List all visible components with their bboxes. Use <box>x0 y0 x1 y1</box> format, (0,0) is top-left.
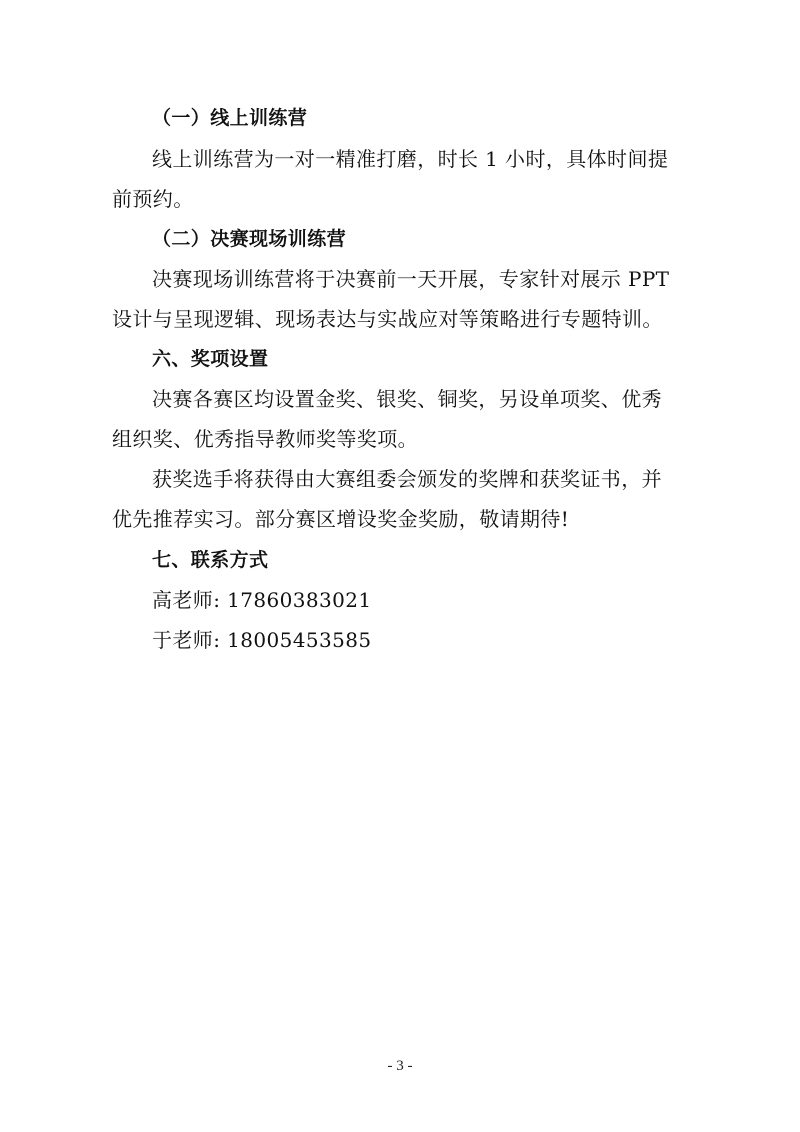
paragraph-line: 设计与呈现逻辑、现场表达与实战应对等策略进行专题特训。 <box>112 307 663 331</box>
paragraph-line: 决赛现场训练营将于决赛前一天开展，专家针对展示 PPT <box>152 267 670 291</box>
paragraph-line: 获奖选手将获得由大赛组委会颁发的奖牌和获奖证书，并 <box>152 467 662 491</box>
section-heading-finals-camp: （二）决赛现场训练营 <box>152 228 347 250</box>
paragraph-line: 决赛各赛区均设置金奖、银奖、铜奖，另设单项奖、优秀 <box>152 387 662 411</box>
paragraph-line: 优先推荐实习。部分赛区增设奖金奖励，敬请期待! <box>112 507 570 531</box>
section-heading-awards: 六、奖项设置 <box>152 348 269 370</box>
section-heading-contact: 七、联系方式 <box>152 549 269 571</box>
paragraph-line: 组织奖、优秀指导教师奖等奖项。 <box>112 427 418 451</box>
contact-line: 于老师: 18005453585 <box>152 628 372 652</box>
paragraph-line: 前预约。 <box>112 187 194 211</box>
section-heading-online-camp: （一）线上训练营 <box>152 107 308 129</box>
paragraph-line: 线上训练营为一对一精准打磨，时长 1 小时，具体时间提 <box>152 147 669 171</box>
page-number: - 3 - <box>387 1058 413 1074</box>
contact-line: 高老师: 17860383021 <box>152 588 372 612</box>
